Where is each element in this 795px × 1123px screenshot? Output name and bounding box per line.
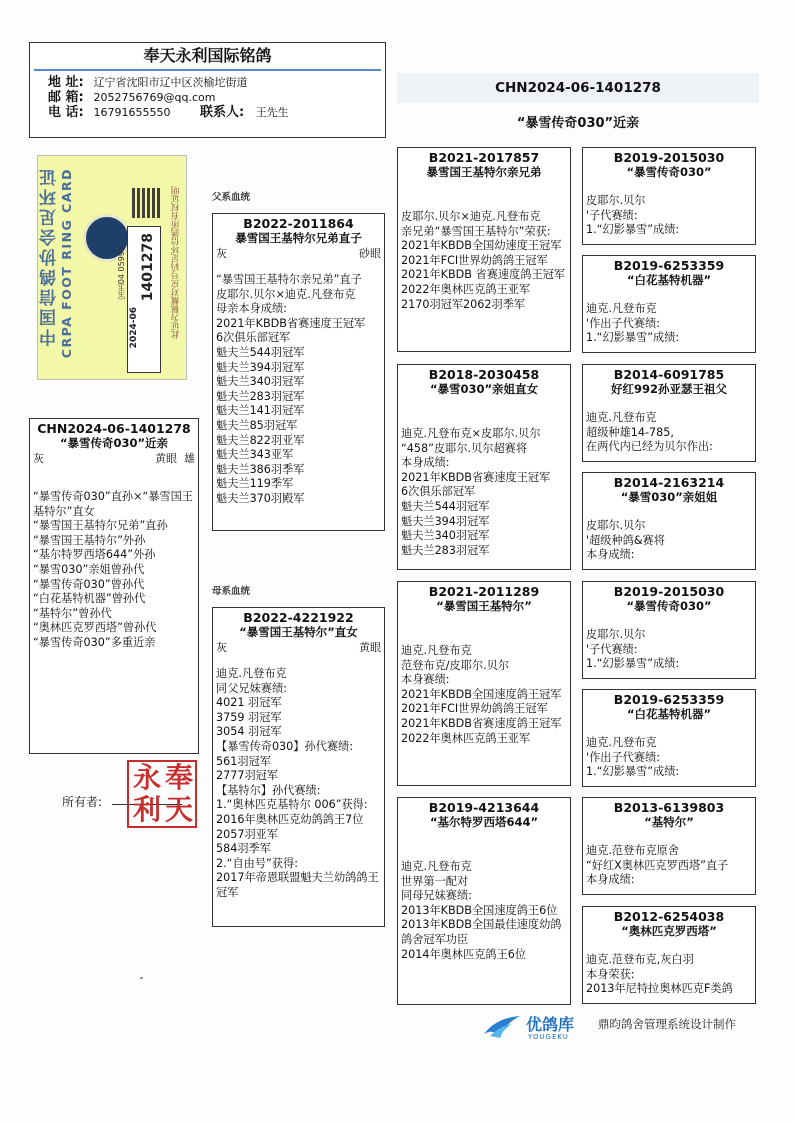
record-line: 2013年KBDB全国最佳速度幼鸽鸽舍冠军功臣 xyxy=(401,918,562,946)
record-line: “暴雪国王基特尔”外孙 xyxy=(33,533,146,547)
record-line: 2013年KBDB全国速度鸽王6位 xyxy=(401,903,558,917)
record-line: 2021年KBDB全国速度鸽王冠军 xyxy=(401,687,562,701)
address-label: 地 址: xyxy=(48,75,84,90)
record-line: 魁夫兰340羽冠军 xyxy=(401,529,490,543)
record-line: 2021年FCI世界幼鸽鸽王冠军 xyxy=(401,253,548,267)
ring-eng: CRPA FOOT RING CARD xyxy=(59,168,74,359)
record-line: 2022年奥林匹克鸽王亚军 xyxy=(401,282,531,296)
record-line: “奥林匹克罗西塔”曾孙代 xyxy=(33,621,157,635)
record-line: “暴雪传奇030”曾孙代 xyxy=(33,577,145,591)
record-line: 皮耶尔.贝尔 xyxy=(586,628,646,641)
record-line: “暴雪传奇030”多重近亲 xyxy=(33,635,156,649)
record-line: 魁夫兰822羽亚军 xyxy=(216,433,305,447)
record-line: '作出子代赛绩: xyxy=(586,316,660,330)
owner-sign-label: 所有者: xyxy=(62,795,103,809)
record-line: 魁夫兰370羽殿军 xyxy=(216,491,305,505)
record-line: 母亲本身成绩: xyxy=(216,302,287,316)
ggp-dss-box xyxy=(582,581,756,679)
sire-box xyxy=(212,213,385,531)
mother-line-label: 母系血统 xyxy=(212,586,251,597)
record-line: 1.“幻影暴雪”成绩: xyxy=(586,331,680,345)
ggp-dds-box xyxy=(582,797,756,895)
ggp-sdd-id: B2014-2163214 xyxy=(613,475,725,490)
record-line: “基特尔”曾孙代 xyxy=(33,606,112,620)
ggp-dsd-id: B2019-6253359 xyxy=(613,692,725,707)
sire-sire-box xyxy=(397,147,571,352)
record-line: 2021年KBDB省赛速度王冠军 xyxy=(216,316,366,330)
stamp-char: 奉 xyxy=(165,761,194,794)
record-line: 皮耶尔.贝尔 xyxy=(586,194,646,207)
ggp-sds-lines xyxy=(583,411,755,455)
stamp-char: 永 xyxy=(133,761,162,794)
record-line: 迪克.凡登布克 xyxy=(216,667,287,680)
record-line: 561羽冠军 xyxy=(216,754,271,768)
record-line: 6次俱乐部冠军 xyxy=(401,485,476,499)
dam-sire-name: “暴雪国王基特尔” xyxy=(436,599,532,613)
ggp-ddd-id: B2012-6254038 xyxy=(613,909,725,924)
record-line: 皮耶尔.贝尔×迪克.凡登布克 xyxy=(401,210,541,223)
ring-note: 此证为佩戴对应号码足环信鸽所有权证明 xyxy=(171,186,181,339)
top-id: CHN2024-06-1401278 xyxy=(495,80,661,96)
record-line: 本身成绩: xyxy=(586,873,635,887)
phone-value: 16791655550 xyxy=(93,106,171,119)
sire-dam-lines xyxy=(398,427,570,558)
record-line: '作出子代赛绩: xyxy=(586,750,660,764)
subject-meta xyxy=(30,451,198,466)
record-line: '子代赛绩: xyxy=(586,208,638,222)
ggp-dsd-box xyxy=(582,689,756,787)
record-line: 本身荣获: xyxy=(586,967,635,981)
record-line: 2021年FCI世界幼鸽鸽王冠军 xyxy=(401,702,548,716)
record-line: 迪克.凡登布克 xyxy=(586,302,657,315)
ggp-sds-name: 好红992孙亚瑟王祖父 xyxy=(610,382,727,396)
record-line: 魁夫兰544羽冠军 xyxy=(216,345,305,359)
ggp-ddd-box xyxy=(582,906,756,1004)
record-line: 迪克.凡登布克 xyxy=(586,411,657,424)
footer xyxy=(482,1012,762,1046)
sire-dam-name: “暴雪030”亲姐直女 xyxy=(429,382,539,396)
record-line: 魁夫兰394羽冠军 xyxy=(216,360,305,374)
dam-dam-box xyxy=(397,797,571,1005)
ggp-ddd-name: “奥林匹克罗西塔” xyxy=(621,924,717,938)
subject-lines xyxy=(30,490,198,651)
record-line: 2.“自由号”获得: xyxy=(216,856,298,870)
dam-lines xyxy=(213,667,384,901)
dam-color: 灰 xyxy=(216,641,227,654)
record-line: 迪克.凡登布克×皮耶尔.贝尔 xyxy=(401,427,541,440)
record-line: '超级种鸽&赛将 xyxy=(586,533,665,547)
record-line: 4021 羽冠军 xyxy=(216,696,282,710)
record-line: 魁夫兰394羽冠军 xyxy=(401,514,490,528)
record-line: 魁夫兰340羽冠军 xyxy=(216,375,305,389)
sire-name: 暴雪国王基特尔兄弟直子 xyxy=(235,231,362,245)
record-line: 魁夫兰386羽季军 xyxy=(216,462,305,476)
dam-id: B2022-4221922 xyxy=(243,610,354,625)
record-line: 2021年KBDB省赛速度王冠军 xyxy=(401,470,551,484)
scan-dot xyxy=(140,977,143,979)
top-id-bar xyxy=(397,73,759,103)
dam-dam-id: B2019-4213644 xyxy=(428,800,540,815)
email-value: 2052756769@qq.com xyxy=(93,91,216,104)
ring-number: 1401278 xyxy=(140,233,156,302)
record-line: 魁夫兰544羽冠军 xyxy=(401,499,490,513)
sire-lines xyxy=(213,273,384,507)
record-line: 2021年KBDB全国幼速度王冠军 xyxy=(401,239,562,253)
record-line: 迪克.凡登布克 xyxy=(401,860,472,873)
record-line: 迪克.凡登布克 xyxy=(586,736,657,749)
dam-sire-box xyxy=(397,581,571,786)
sire-id: B2022-2011864 xyxy=(243,216,354,231)
sire-color: 灰 xyxy=(216,247,227,260)
ggp-sds-id: B2014-6091785 xyxy=(613,367,725,382)
record-line: 魁夫兰343亚军 xyxy=(216,448,294,462)
record-line: 2013年尼特拉奥林匹克F类鸽 xyxy=(586,982,733,996)
record-line: 本身赛绩: xyxy=(401,673,450,687)
record-line: 2016年奥林匹克幼鸽鸽王7位 xyxy=(216,812,364,826)
email-row xyxy=(30,90,385,105)
dam-eye: 黄眼 xyxy=(359,641,381,654)
sire-dam-box xyxy=(397,364,571,570)
phone-label: 电 话: xyxy=(48,105,84,120)
ggp-sdd-box xyxy=(582,472,756,570)
stamp-char: 天 xyxy=(165,793,194,826)
subject-pigeon-box xyxy=(29,418,199,754)
record-line: “暴雪国王基特尔亲兄弟”直子 xyxy=(216,273,362,286)
record-line: 2017年帝恩联盟魁夫兰幼鸽鸽王冠军 xyxy=(216,871,379,899)
record-line: 1.“奥林匹克基特尔 006”获得: xyxy=(216,798,368,812)
record-line: 2170羽冠军2062羽季军 xyxy=(401,297,526,311)
record-line: 世界第一配对 xyxy=(401,874,469,888)
contact-value: 王先生 xyxy=(255,106,289,119)
record-line: 【暴雪传奇030】孙代赛绩: xyxy=(216,739,353,753)
ggp-sss-lines xyxy=(583,194,755,238)
subject-sex: 雄 xyxy=(184,452,195,465)
email-label: 邮 箱: xyxy=(48,90,84,105)
ggp-dds-id: B2013-6139803 xyxy=(613,800,725,815)
stamp-char: 利 xyxy=(133,793,162,826)
ggp-sss-id: B2019-2015030 xyxy=(613,150,725,165)
record-line: 魁夫兰119季军 xyxy=(216,477,294,491)
record-line: “基尔特罗西塔644”外孙 xyxy=(33,548,156,562)
record-line: “暴雪030”亲姐曾孙代 xyxy=(33,562,145,576)
record-line: “暴雪传奇030”直孙×“暴雪国王基特尔”直女 xyxy=(33,490,193,518)
record-line: 亲兄弟“暴雪国王基特尔”荣获: xyxy=(401,224,551,238)
record-line: 范登布克/皮耶尔.贝尔 xyxy=(401,658,510,672)
record-line: 3054 羽冠军 xyxy=(216,725,282,739)
ring-code: 宝玉04 05997 xyxy=(117,246,126,301)
subject-name: “暴雪传奇030”近亲 xyxy=(59,436,169,450)
ggp-sdd-lines xyxy=(583,519,755,563)
record-line: 3759 羽冠军 xyxy=(216,710,282,724)
yougeku-logo-icon xyxy=(482,1014,522,1040)
record-line: 魁夫兰85羽冠军 xyxy=(216,418,298,432)
qr-code-icon xyxy=(132,188,162,218)
father-line-label: 父系血统 xyxy=(212,192,251,203)
ggp-dds-name: “基特尔” xyxy=(644,815,694,829)
ring-number-small: 2024-06 xyxy=(129,307,139,349)
address-row xyxy=(30,75,385,90)
record-line: 2022年奥林匹克鸽王亚军 xyxy=(401,731,531,745)
ggp-ssd-box xyxy=(582,255,756,353)
record-line: 1.“幻影暴雪”成绩: xyxy=(586,223,680,237)
record-line: “白花基特机器”曾孙代 xyxy=(33,592,146,606)
record-line: 同父兄妹赛绩: xyxy=(216,681,287,695)
subject-eye: 黄眼 xyxy=(155,452,177,465)
sire-sire-id: B2021-2017857 xyxy=(428,150,540,165)
ggp-dss-lines xyxy=(583,628,755,672)
ggp-ssd-id: B2019-6253359 xyxy=(613,258,725,273)
loft-title: 奉天永利国际铭鸽 xyxy=(34,43,381,71)
record-line: 本身成绩: xyxy=(586,548,635,562)
record-line: “暴雪国王基特尔兄弟”直孙 xyxy=(33,519,168,533)
ring-org: 中国信鸽协会足环证 xyxy=(40,166,60,346)
top-name: “暴雪传奇030”近亲 xyxy=(516,116,640,131)
dam-box xyxy=(212,607,385,927)
address-value: 辽宁省沈阳市辽中区茨榆坨街道 xyxy=(93,76,248,89)
dam-dam-name: “基尔特罗西塔644” xyxy=(429,815,539,829)
record-line: 2021年KBDB 省赛速度鸽王冠军 xyxy=(401,268,566,282)
record-line: 迪克.范登布克,灰白羽 xyxy=(586,953,694,966)
ggp-dsd-lines xyxy=(583,736,755,780)
record-line: 魁夫兰141羽冠军 xyxy=(216,404,305,418)
sire-meta xyxy=(213,246,384,261)
ring-number-block xyxy=(127,226,161,373)
dam-name: “暴雪国王基特尔”直女 xyxy=(239,625,358,639)
record-line: 1.“幻影暴雪”成绩: xyxy=(586,765,680,779)
sire-sire-name: 暴雪国王基特尔亲兄弟 xyxy=(426,165,542,179)
phone-row xyxy=(30,105,385,120)
ggp-dss-name: “暴雪传奇030” xyxy=(626,599,712,613)
record-line: 迪克.范登布克原舍 xyxy=(586,844,680,857)
record-line: 584羽季军 xyxy=(216,842,271,856)
record-line: 2057羽亚军 xyxy=(216,827,279,841)
record-line: 【基特尔】孙代赛绩: xyxy=(216,783,321,797)
record-line: 6次俱乐部冠军 xyxy=(216,331,291,345)
record-line: 皮耶尔.贝尔×迪克.凡登布克 xyxy=(216,287,356,301)
record-line: “458”皮耶尔.贝尔超赛将 xyxy=(401,441,528,455)
footer-brand: 优鸽库 xyxy=(526,1015,575,1034)
ggp-sds-box xyxy=(582,364,756,462)
record-line: 本身成绩: xyxy=(401,456,450,470)
owner-seal-stamp xyxy=(127,760,197,828)
ggp-dsd-name: “白花基特机器” xyxy=(626,707,712,721)
ggp-dds-lines xyxy=(583,844,755,888)
sire-eye: 砂眼 xyxy=(359,247,381,260)
ggp-ddd-lines xyxy=(583,953,755,997)
footer-credit: 鼎昀鸽舍管理系统设计制作 xyxy=(598,1017,736,1031)
footer-brand-en: YOUGEKU xyxy=(528,1033,569,1041)
record-line: 超级种雄14-785, xyxy=(586,425,674,439)
record-line: 同母兄妹赛绩: xyxy=(401,889,472,903)
ggp-sss-name: “暴雪传奇030” xyxy=(626,165,712,179)
ggp-sss-box xyxy=(582,147,756,245)
ggp-ssd-name: “白花基特机器” xyxy=(626,273,712,287)
dam-sire-id: B2021-2011289 xyxy=(428,584,540,599)
dam-meta xyxy=(213,640,384,655)
record-line: 魁夫兰283羽冠军 xyxy=(401,543,490,557)
ring-card xyxy=(37,155,187,380)
record-line: 2777羽冠军 xyxy=(216,769,279,783)
contact-label: 联系人: xyxy=(199,105,245,120)
record-line: '子代赛绩: xyxy=(586,642,638,656)
dam-dam-lines xyxy=(398,860,570,962)
subject-id: CHN2024-06-1401278 xyxy=(37,421,191,436)
subject-color: 灰 xyxy=(33,452,44,465)
owner-info-box xyxy=(29,42,386,138)
record-line: 在两代内已经为贝尔作出: xyxy=(586,440,713,454)
sire-sire-lines xyxy=(398,210,570,312)
record-line: 1.“幻影暴雪”成绩: xyxy=(586,657,680,671)
record-line: 迪克.凡登布克 xyxy=(401,644,472,657)
dam-sire-lines xyxy=(398,644,570,746)
ggp-ssd-lines xyxy=(583,302,755,346)
record-line: 2021年KBDB省赛速度鸽王冠军 xyxy=(401,716,562,730)
record-line: 2014年奥林匹克鸽王6位 xyxy=(401,947,527,961)
ggp-dss-id: B2019-2015030 xyxy=(613,584,725,599)
sire-dam-id: B2018-2030458 xyxy=(428,367,540,382)
record-line: 魁夫兰283羽冠军 xyxy=(216,389,305,403)
record-line: 皮耶尔.贝尔 xyxy=(586,519,646,532)
record-line: “好红X奥林匹克罗西塔”直子 xyxy=(586,858,729,872)
ggp-sdd-name: “暴雪030”亲姐姐 xyxy=(620,490,718,504)
